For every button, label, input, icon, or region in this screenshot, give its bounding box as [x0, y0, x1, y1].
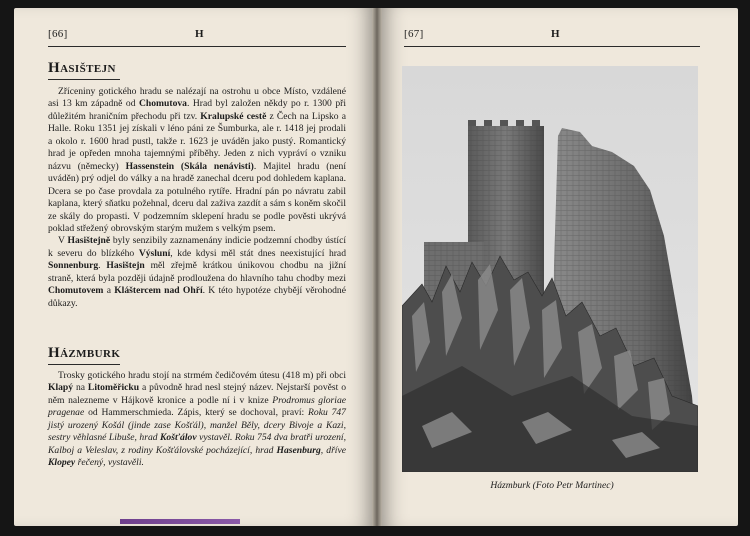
text-run: Košťálov	[160, 432, 197, 444]
left-section-letter: H	[195, 28, 204, 40]
text-run: Chomutovem	[48, 285, 104, 297]
text-run: .	[98, 260, 107, 272]
paragraph	[48, 235, 346, 310]
ribbon-bookmark	[120, 519, 240, 524]
text-run: Hasištejně	[67, 235, 111, 247]
entry-title-text: Hasištejn	[48, 60, 116, 76]
text-run: od Hammerschmieda. Zápis, který se dochoval, praví:	[84, 407, 309, 419]
right-header-rule	[404, 46, 700, 47]
text-run: Klapý	[48, 382, 74, 394]
text-run: na	[73, 382, 88, 394]
text-run: . Majitel hradu (není uváděn) prý odjel do války a na hradě zanechal dceru pod dohledem kaplana. Dcera se po čase provdala za potulného rytíře. Hradní pán po návratu zabil kaplana, který sňatku požehnal, dceru dal zaživa zazdít a sám s koněm skočil ze skály do propasti. V podzemním sklepení hradu se podle pověsti ukrývá poklad střežený obrovským starým mužem s velkým psem.	[48, 160, 346, 234]
entry-title-hasistejn	[48, 60, 120, 77]
title-underline	[48, 79, 120, 80]
text-run: Kláštercem nad Ohří	[114, 285, 203, 297]
entry-text-hazmburk	[48, 370, 346, 470]
text-run: Litoměřicku	[87, 382, 140, 394]
paragraph	[48, 86, 346, 235]
castle-ruin-illustration	[402, 66, 698, 472]
text-run: . Hrad byl založen někdy po r. 1300 při důležitém hraničním přechodu při tzv.	[48, 98, 346, 122]
text-run: Chomutova	[139, 98, 187, 110]
text-run: Výsluní	[138, 247, 171, 259]
title-underline	[48, 364, 120, 365]
text-run: vystavěl. Roku 754 dva bratři urození, Kalboj a Veleslav, z rodiny Košťálovské pocházející, hrad	[48, 432, 346, 456]
text-run: Trosky gotického hradu stojí na strmém čedičovém útesu (418 m) při obci	[58, 370, 346, 381]
text-run: V	[58, 235, 68, 247]
text-run: Hasištejn	[106, 260, 145, 272]
text-run: Zříceniny gotického hradu se nalézají na ostrohu u obce Místo, vzdálené asi 13 km západně od	[48, 86, 346, 110]
book-gutter	[372, 8, 382, 526]
right-section-letter: H	[551, 28, 560, 40]
castle-ruin-photo	[402, 66, 698, 472]
right-page-number: [67]	[404, 28, 424, 40]
paragraph	[48, 370, 346, 470]
text-run: řečený, vystavěli.	[75, 457, 144, 469]
entry-text-hasistejn	[48, 86, 346, 310]
text-run: Roku 747 jistý urozený Košál (jinde zase Košťál), manžel Běly, dcery Bivoje a Kazi, sestry věhlasné Libuše, hrad	[48, 407, 346, 444]
text-run: Hassenstein (Skála nenávisti)	[125, 160, 254, 172]
left-header-rule	[48, 46, 346, 47]
text-run: a	[103, 285, 115, 297]
text-run: , dříve	[320, 444, 346, 456]
right-page-header	[404, 28, 700, 44]
text-run: Prodromus gloriae pragenae	[48, 394, 347, 419]
text-run: a původně hrad nesl stejný název. Nejstarší pověst o něm nalezneme v Hájkově kronice a podle ní i v knize	[48, 382, 346, 406]
text-run: , kde kdysi měl stát dnes neexistující hrad	[170, 247, 346, 259]
text-run: měl zřejmě krátkou únikovou chodbu na jižní straně, která byla později údajně prodloužena do hlavního tahu chodby mezi	[48, 260, 347, 284]
text-run: Sonnenburg	[48, 260, 99, 272]
text-run: byly senzibily zaznamenány indicie podzemní chodby ústící k severu do blízkého	[48, 235, 346, 259]
text-run: . K této hypotéze chybějí věrohodné důkazy.	[48, 285, 346, 309]
photo-caption: Házmburk (Foto Petr Martinec)	[490, 480, 614, 491]
text-run: Klopey	[48, 457, 76, 469]
text-run: Kralupské cestě	[200, 110, 267, 122]
left-page-number: [66]	[48, 28, 68, 40]
text-run: z Čech na Lipsko a Halle. Roku 1351 jej získali v léno páni ze Šumburka, ale r. 1418 jej prodali a okolo r. 1600 hrad pustl, takže r. 1623 je uváděn jako pustý. Romantický hrad je opředen mnoha tajemnými příběhy. Jeden z nich vypráví o vzniku názvu (německy)	[48, 110, 346, 172]
entry-title-text: Házmburk	[48, 345, 121, 361]
left-page-header	[48, 28, 346, 44]
entry-title-hazmburk	[48, 345, 120, 362]
text-run: Hasenburg	[276, 444, 321, 456]
